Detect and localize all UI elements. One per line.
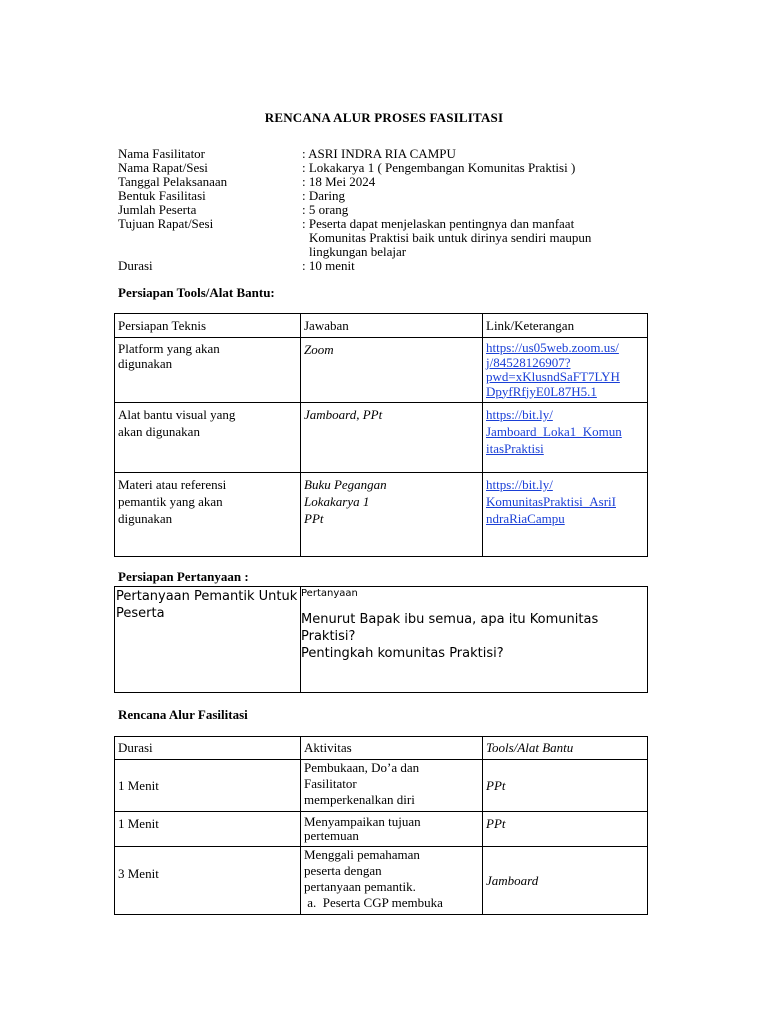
info-value: : ASRI INDRA RIA CAMPU xyxy=(302,146,456,161)
table-row xyxy=(115,338,648,403)
info-value: : Peserta dapat menjelaskan pentingnya dan manfaat xyxy=(302,216,575,231)
table-row xyxy=(115,473,648,557)
cell-line: pemantik yang akan xyxy=(118,494,223,509)
flow-table xyxy=(114,736,648,915)
cell-line: digunakan xyxy=(118,356,173,371)
tools-table xyxy=(114,313,648,557)
table-cell: Jamboard xyxy=(483,847,648,915)
cell-line: Materi atau referensi xyxy=(118,477,227,492)
jamboard-link[interactable]: itasPraktisi xyxy=(486,441,544,456)
table-cell xyxy=(301,587,648,693)
table-row xyxy=(115,847,648,915)
table-header-cell: Jawaban xyxy=(301,314,483,338)
table-row xyxy=(115,403,648,473)
jamboard-link[interactable]: https://bit.ly/ xyxy=(486,407,553,422)
info-label: Nama Fasilitator xyxy=(118,146,206,161)
table-row xyxy=(115,587,648,693)
jamboard-link[interactable]: Jamboard_Loka1_Komun xyxy=(486,424,622,439)
table-header-cell: Pertanyaan Pemantik Untuk Peserta xyxy=(115,587,301,693)
table-cell xyxy=(483,473,648,557)
zoom-link[interactable]: DpyfRfjyE0L87H5.1 xyxy=(486,383,597,399)
cell-line: Buku Pegangan xyxy=(304,477,387,492)
cell-line: PPt xyxy=(304,511,324,526)
info-label: Bentuk Fasilitasi xyxy=(118,188,206,203)
reference-link[interactable]: https://bit.ly/ xyxy=(486,477,553,492)
table-cell: 3 Menit xyxy=(115,847,301,915)
info-label: Jumlah Peserta xyxy=(118,202,197,217)
table-cell xyxy=(301,338,483,403)
info-value: : Daring xyxy=(302,188,345,203)
cell-line: memperkenalkan diri xyxy=(304,792,415,807)
cell-line: pertanyaan pemantik. xyxy=(304,879,416,894)
question-line: Menurut Bapak ibu semua, apa itu Komunitas Praktisi? xyxy=(301,612,599,644)
info-value: Komunitas Praktisi baik untuk dirinya sendiri maupun xyxy=(309,230,592,245)
info-value: : 5 orang xyxy=(302,202,349,217)
table-cell xyxy=(115,473,301,557)
reference-link[interactable]: KomunitasPraktisi_AsriI xyxy=(486,494,616,509)
reference-link[interactable]: ndraRiaCampu xyxy=(486,511,565,526)
cell-line: peserta dengan xyxy=(304,863,382,878)
info-label: Tanggal Pelaksanaan xyxy=(118,174,228,189)
table-cell xyxy=(301,847,483,915)
table-cell xyxy=(115,403,301,473)
table-header-cell: Aktivitas xyxy=(301,737,483,760)
table-header-row xyxy=(115,314,648,338)
zoom-link[interactable]: pwd=xKlusndSaFT7LYH xyxy=(486,369,620,384)
cell-line: Menggali pemahaman xyxy=(304,847,420,862)
document-title: RENCANA ALUR PROSES FASILITASI xyxy=(264,110,504,125)
cell-line: a. Peserta CGP membuka xyxy=(304,895,443,910)
info-value: : Lokakarya 1 ( Pengembangan Komunitas Praktisi ) xyxy=(302,160,576,175)
zoom-link[interactable]: j/84528126907? xyxy=(486,354,571,370)
table-cell xyxy=(301,403,483,473)
table-cell xyxy=(115,338,301,403)
table-cell: PPt xyxy=(483,812,648,847)
tools-section-heading: Persiapan Tools/Alat Bantu: xyxy=(118,285,275,300)
info-value: : 10 menit xyxy=(302,258,355,273)
cell-line: pertemuan xyxy=(304,828,359,843)
table-cell xyxy=(301,760,483,812)
cell-line: Lokakarya 1 xyxy=(304,494,370,509)
info-label: Durasi xyxy=(118,258,153,273)
table-header-cell: Tools/Alat Bantu xyxy=(483,737,648,760)
table-header-cell: Pertanyaan xyxy=(301,588,358,599)
questions-table xyxy=(114,586,648,693)
flow-section-heading: Rencana Alur Fasilitasi xyxy=(118,707,248,722)
table-cell xyxy=(301,812,483,847)
info-label: Tujuan Rapat/Sesi xyxy=(118,216,214,231)
cell-line: Fasilitator xyxy=(304,776,357,791)
table-row xyxy=(115,812,648,847)
question-line: Pentingkah komunitas Praktisi? xyxy=(301,646,504,661)
table-cell xyxy=(483,403,648,473)
table-header-cell: Persiapan Teknis xyxy=(115,314,301,338)
table-cell xyxy=(301,473,483,557)
cell-line: akan digunakan xyxy=(118,424,200,439)
cell-line: Jamboard, PPt xyxy=(304,407,383,422)
table-cell: 1 Menit xyxy=(115,812,301,847)
table-cell: PPt xyxy=(483,760,648,812)
table-cell xyxy=(483,338,648,403)
cell-line: Menyampaikan tujuan xyxy=(304,814,421,829)
cell-line: digunakan xyxy=(118,511,173,526)
info-value: lingkungan belajar xyxy=(309,244,407,259)
cell-line: Pembukaan, Do’a dan xyxy=(304,760,420,775)
cell-line: Platform yang akan xyxy=(118,341,220,356)
table-header-cell: Durasi xyxy=(115,737,301,760)
table-row xyxy=(115,760,648,812)
zoom-link[interactable]: https://us05web.zoom.us/ xyxy=(486,340,619,355)
info-value: : 18 Mei 2024 xyxy=(302,174,376,189)
questions-section-heading: Persiapan Pertanyaan : xyxy=(118,569,249,584)
table-header-cell: Link/Keterangan xyxy=(483,314,648,338)
info-label: Nama Rapat/Sesi xyxy=(118,160,208,175)
table-cell: 1 Menit xyxy=(115,760,301,812)
cell-line: Zoom xyxy=(304,342,334,357)
cell-line: Alat bantu visual yang xyxy=(118,407,236,422)
table-header-row xyxy=(115,737,648,760)
